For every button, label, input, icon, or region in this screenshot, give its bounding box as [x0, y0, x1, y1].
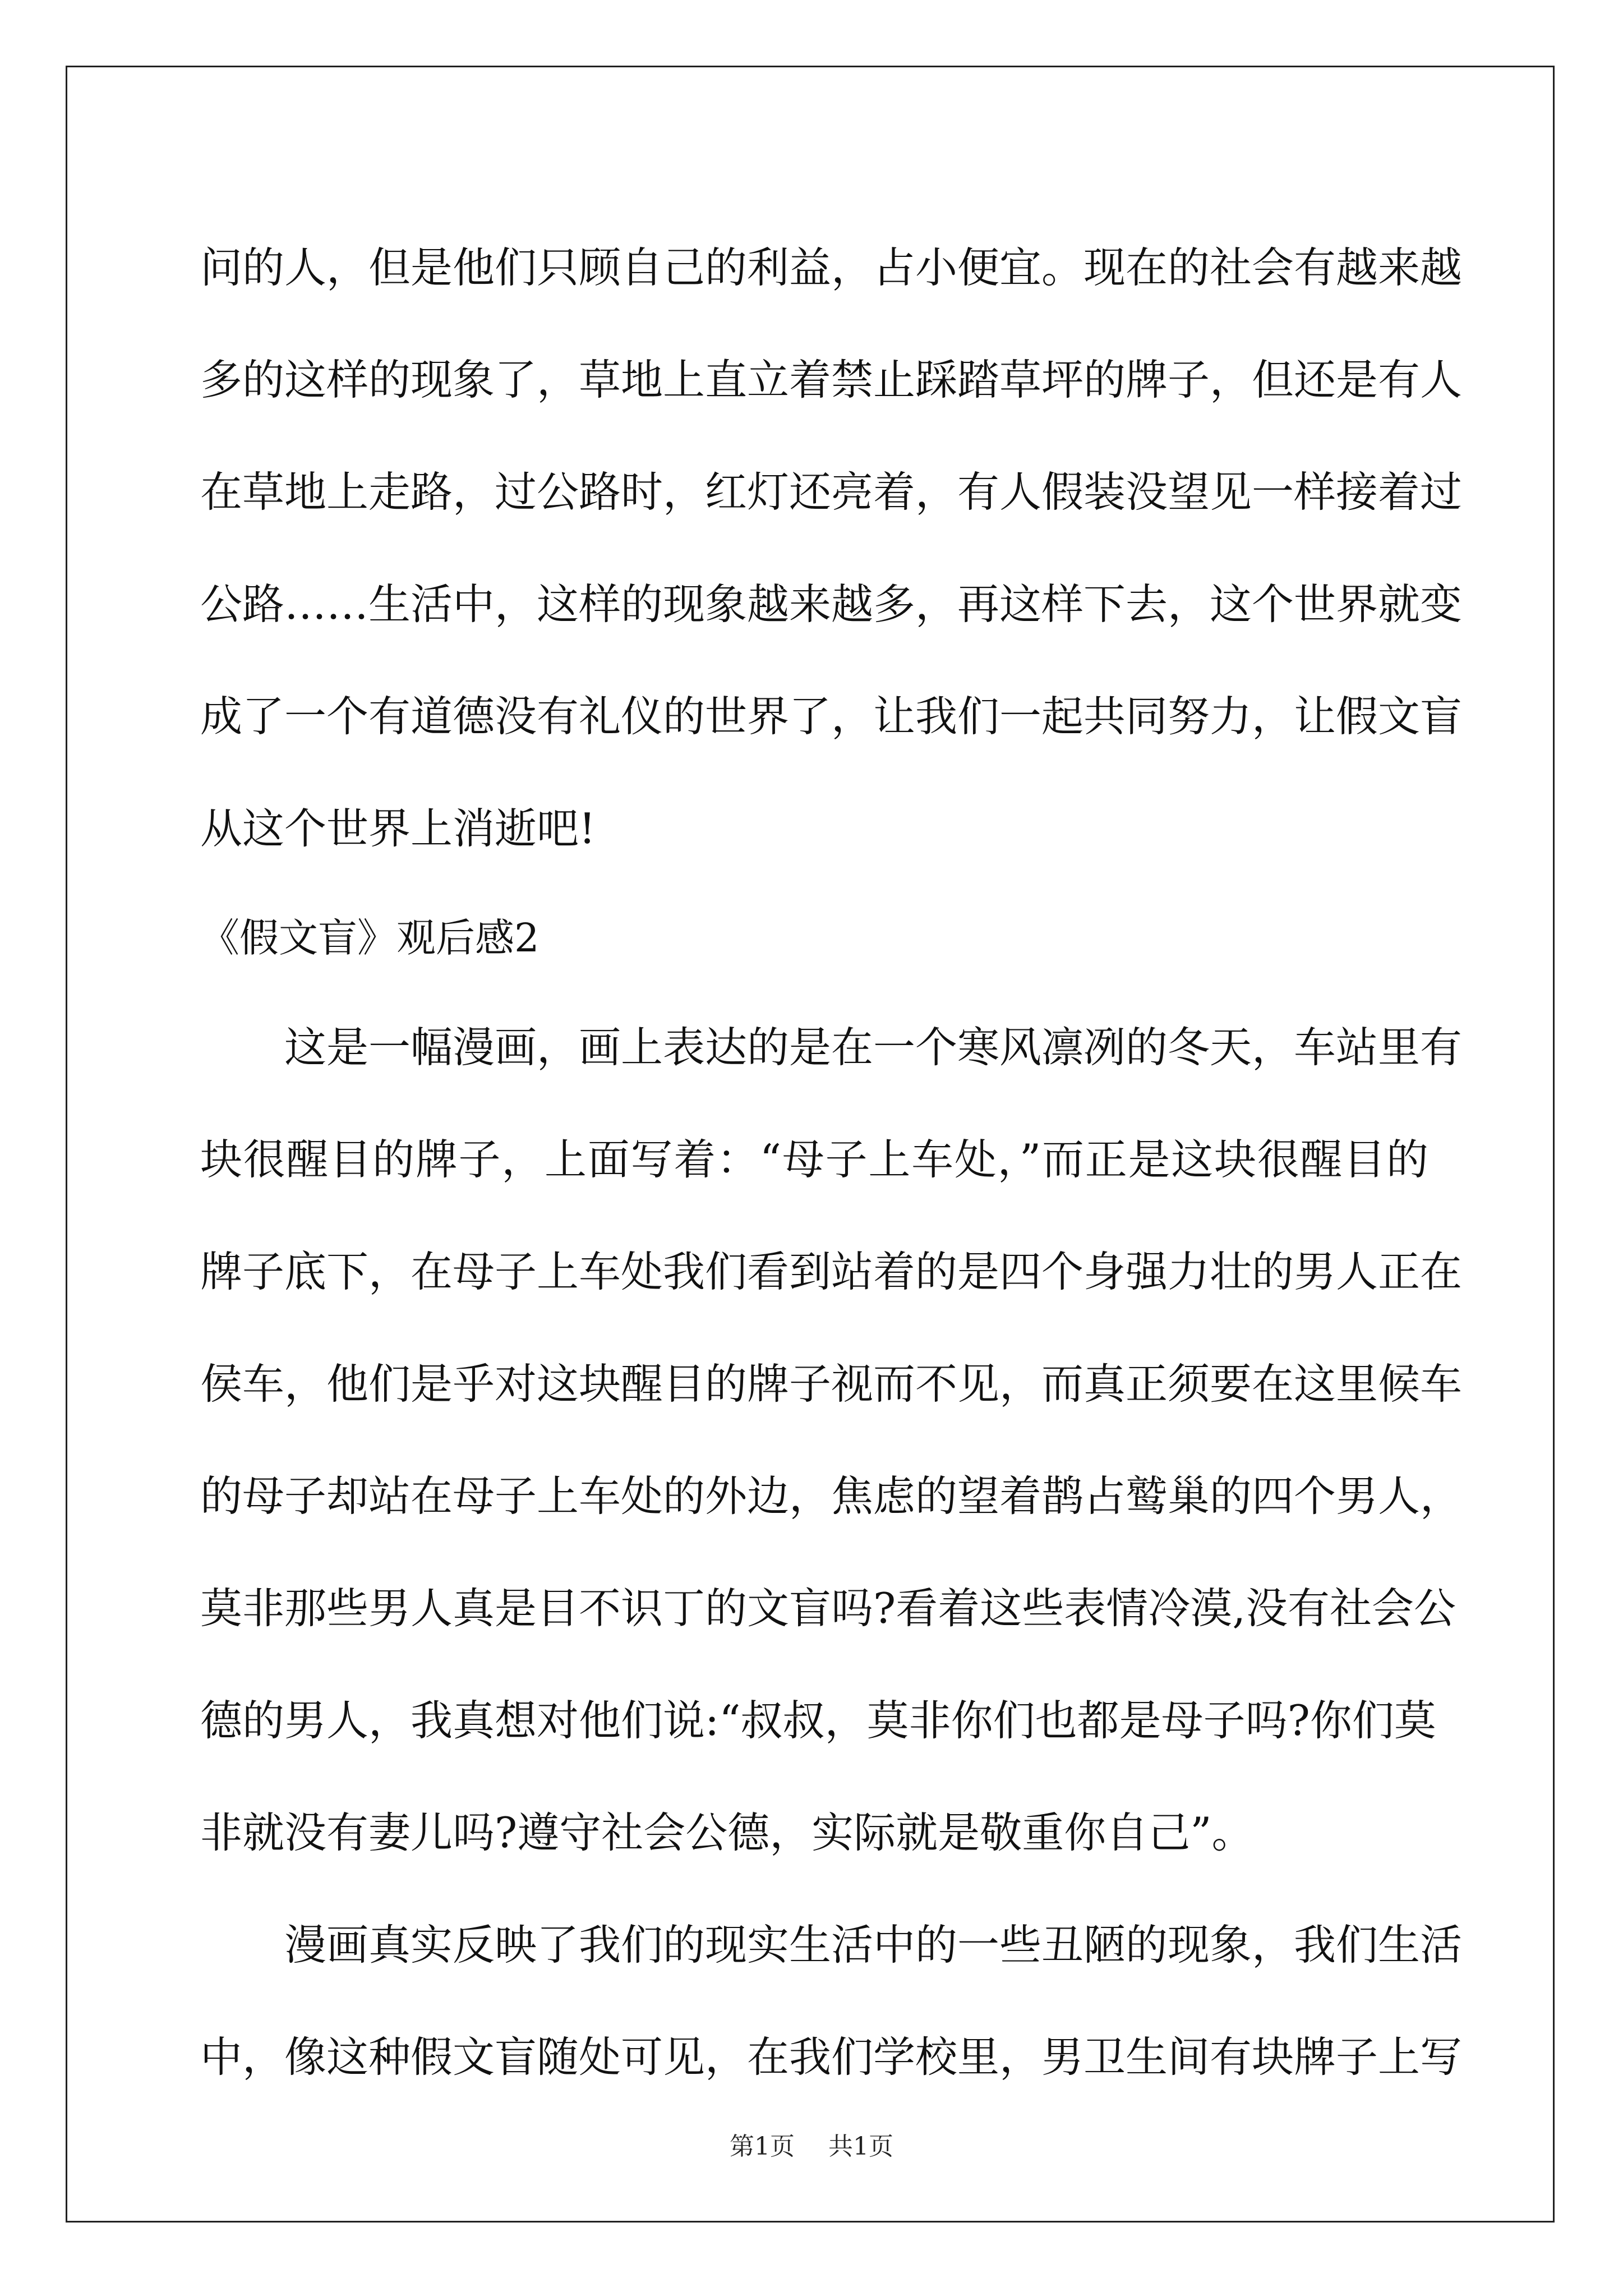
text-line: 侯车，他们是乎对这块醒目的牌子视而不见，而真正须要在这里候车	[200, 1359, 1463, 1409]
text-line: 的母子却站在母子上车处的外边，焦虑的望着鹊占鹫巢的四个男人，	[200, 1471, 1463, 1521]
section-heading: 《假文盲》观后感2	[200, 915, 540, 961]
page-number: 第1页	[730, 2132, 795, 2161]
text-line: 中，像这种假文盲随处可见，在我们学校里，男卫生间有块牌子上写	[200, 2032, 1463, 2082]
page-footer	[0, 2126, 1623, 2162]
text-line: 在草地上走路，过公路时，红灯还亮着，有人假装没望见一样接着过	[200, 467, 1463, 517]
text-line: 漫画真实反映了我们的现实生活中的一些丑陋的现象，我们生活	[284, 1920, 1463, 1970]
text-line: 块很醒目的牌子，上面写着：“母子上车处，”而正是这块很醒目的	[200, 1135, 1428, 1184]
document-body	[200, 211, 1463, 2113]
text-line: 这是一幅漫画，画上表达的是在一个寒风凛冽的冬天，车站里有	[284, 1023, 1463, 1072]
text-line: 莫非那些男人真是目不识丁的文盲吗?看着这些表情冷漠,没有社会公	[200, 1584, 1456, 1633]
text-line: 牌子底下，在母子上车处我们看到站着的是四个身强力壮的男人正在	[200, 1247, 1463, 1296]
text-line: 从这个世界上消逝吧!	[200, 804, 596, 853]
page-total: 共1页	[828, 2132, 893, 2161]
text-line: 多的这样的现象了，草地上直立着禁止踩踏草坪的牌子，但还是有人	[200, 355, 1463, 404]
text-line: 德的男人，我真想对他们说:“叔叔，莫非你们也都是母子吗?你们莫	[200, 1696, 1436, 1745]
text-line: 公路……生活中，这样的现象越来越多，再这样下去，这个世界就变	[200, 579, 1463, 629]
text-line: 非就没有妻儿吗?遵守社会公德，实际就是敬重你自己”。	[200, 1808, 1254, 1857]
text-line: 成了一个有道德没有礼仪的世界了，让我们一起共同努力，让假文盲	[200, 692, 1463, 741]
text-line: 问的人，但是他们只顾自己的利益，占小便宜。现在的社会有越来越	[200, 243, 1463, 292]
